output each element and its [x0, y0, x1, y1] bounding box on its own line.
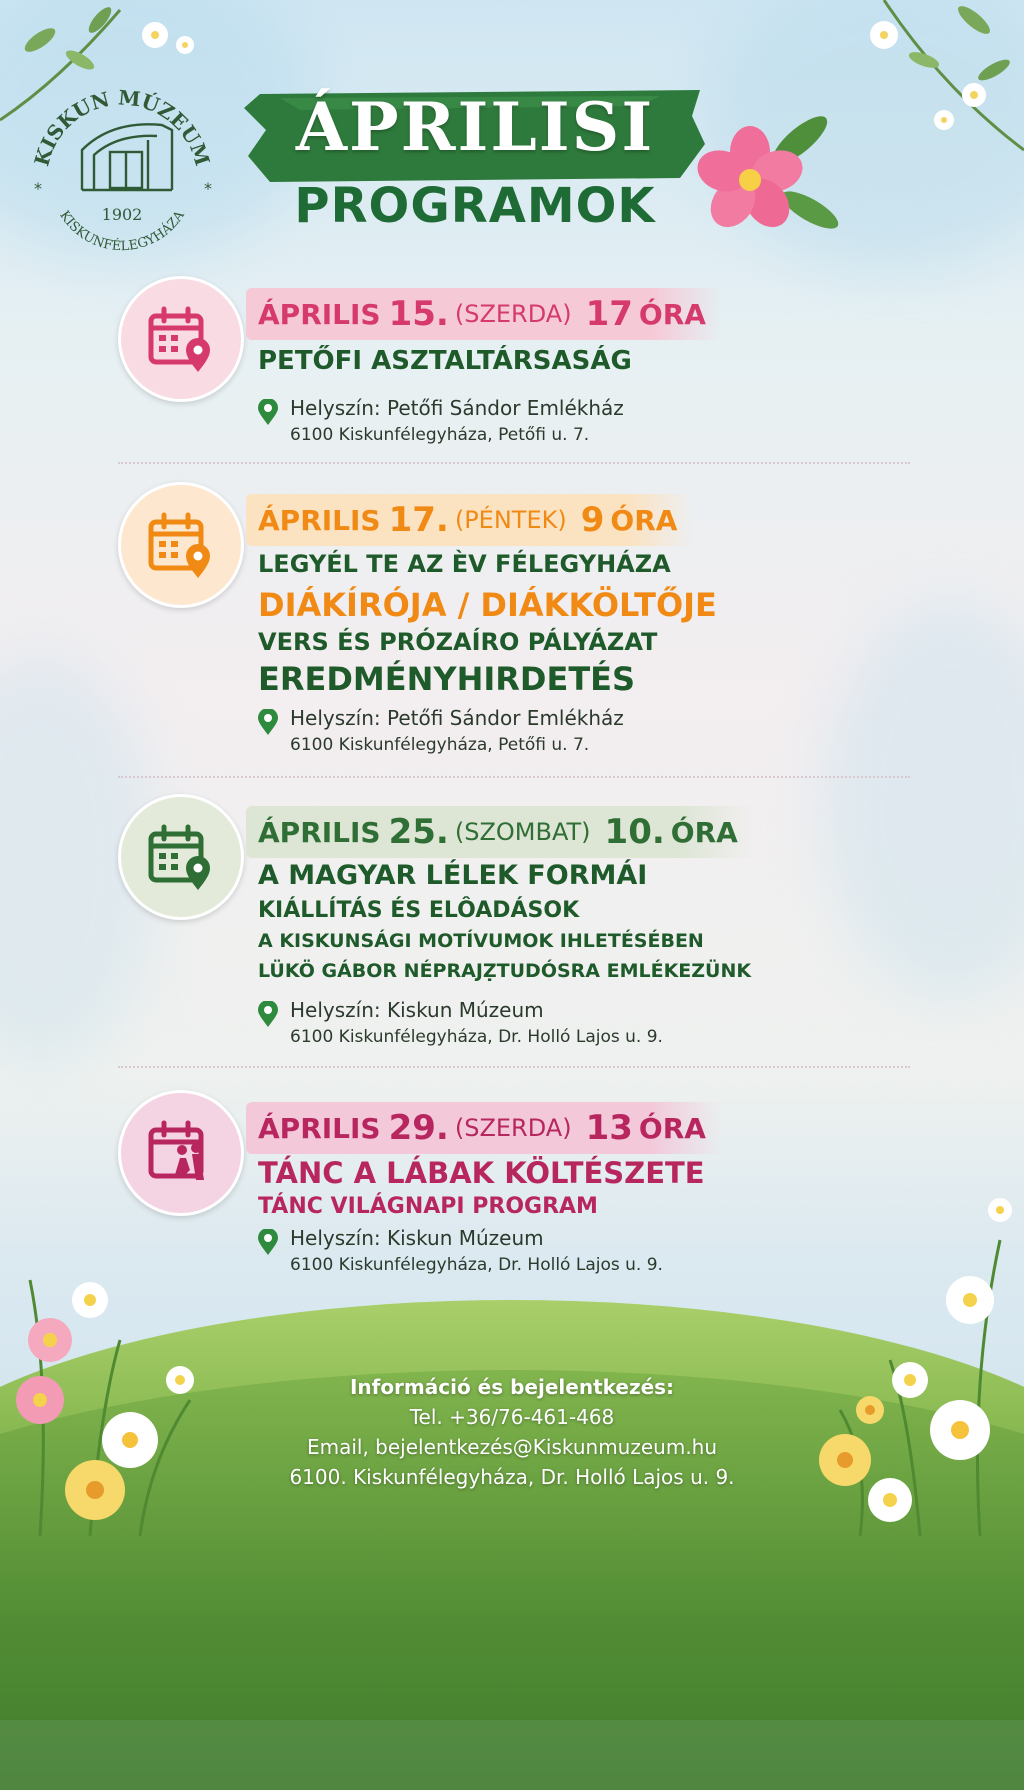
location-pin-icon	[258, 1001, 278, 1027]
footer-address: 6100. Kiskunfélegyháza, Dr. Holló Lajos u. 9.	[289, 1465, 735, 1489]
event-hour-unit: ÓRA	[670, 815, 738, 849]
event-date-bar	[246, 288, 722, 340]
event-date-bar	[246, 494, 693, 546]
location-address: 6100 Kiskunfélegyháza, Dr. Holló Lajos u. 9.	[290, 1255, 663, 1275]
location-pin-icon	[258, 399, 278, 425]
event-hour: 13	[585, 1108, 633, 1148]
event-title-line: KIÁLLÍTÁS ÉS ELÔADÁSOK	[258, 898, 580, 923]
event-day: 25.	[388, 812, 449, 852]
svg-text:*: *	[34, 179, 42, 198]
location-name: Helyszín: Petőfi Sándor Emlékház	[290, 706, 624, 730]
event-weekday: (SZERDA)	[454, 1114, 572, 1142]
top-right-foliage	[824, 0, 1024, 200]
footer-email: Email, bejelentkezés@Kiskunmuzeum.hu	[306, 1435, 718, 1459]
footer-heading: Információ és bejelentkezés:	[349, 1375, 675, 1399]
event-card	[118, 800, 918, 1058]
event-icon-circle	[118, 482, 244, 608]
location-name: Helyszín: Kiskun Múzeum	[290, 1226, 544, 1250]
event-month: ÁPRILIS	[258, 297, 381, 331]
event-title-line: EREDMÉNYHIRDETÉS	[258, 660, 636, 698]
location-address: 6100 Kiskunfélegyháza, Dr. Holló Lajos u. 9.	[290, 1027, 663, 1047]
event-icon-circle	[118, 276, 244, 402]
event-title-line: LÜKÖ GÁBOR NÉPRAJẒTUDÓSRA EMLÉKEZÜNK	[258, 960, 752, 982]
event-hour: 9	[580, 500, 605, 540]
event-date-bar	[246, 806, 754, 858]
event-title-line: DIÁKÍRÓJA / DIÁKKÖLTŐJE	[258, 586, 717, 624]
event-divider	[118, 776, 910, 778]
title-line2: PROGRAMOK	[294, 178, 656, 234]
event-hour: 17	[585, 294, 633, 334]
event-title-line: TÁNC VILÁGNAPI PROGRAM	[258, 1194, 598, 1219]
event-hour-unit: ÓRA	[638, 297, 706, 331]
pink-flower-icon	[690, 100, 840, 250]
location-address: 6100 Kiskunfélegyháza, Petőfi u. 7.	[290, 735, 590, 755]
event-title-line: VERS ÉS PRÓZAÍRO PÁLYÁZAT	[258, 628, 658, 656]
logo-arc-text: KISKUN MÚZEUM	[29, 85, 215, 169]
logo-year: 1902	[101, 205, 143, 224]
event-hour: 10.	[604, 812, 665, 852]
calendar-pin-icon	[146, 822, 216, 892]
location-pin-icon	[258, 1229, 278, 1255]
event-card	[118, 282, 918, 456]
event-title-line: TÁNC A LÁBAK KÖLTÉSZETE	[258, 1156, 705, 1190]
location-name: Helyszín: Kiskun Múzeum	[290, 998, 544, 1022]
event-hour-unit: ÓRA	[638, 1111, 706, 1145]
event-day: 17.	[388, 500, 449, 540]
event-weekday: (SZOMBAT)	[454, 818, 591, 846]
svg-text:*: *	[204, 179, 212, 198]
event-title-line: LEGYÉL TE AZ ÈV FÉLEGYHÁZA	[258, 550, 671, 578]
event-card	[118, 1096, 918, 1286]
footer-phone: Tel. +36/76-461-468	[409, 1405, 615, 1429]
event-icon-circle	[118, 794, 244, 920]
event-divider	[118, 1066, 910, 1068]
event-title-line: PETŐFI ASZTALTÁRSASÁG	[258, 346, 632, 376]
event-card	[118, 488, 918, 766]
location-name: Helyszín: Petőfi Sándor Emlékház	[290, 396, 624, 420]
title-line1: ÁPRILISI	[295, 88, 655, 166]
event-date-bar	[246, 1102, 722, 1154]
location-pin-icon	[258, 709, 278, 735]
event-month: ÁPRILIS	[258, 815, 381, 849]
location-address: 6100 Kiskunfélegyháza, Petőfi u. 7.	[290, 425, 590, 445]
event-weekday: (SZERDA)	[454, 300, 572, 328]
event-month: ÁPRILIS	[258, 1111, 381, 1145]
calendar-pin-icon	[146, 304, 216, 374]
calendar-pin-icon	[146, 510, 216, 580]
event-month: ÁPRILIS	[258, 503, 381, 537]
event-title-line: A MAGYAR LÉLEK FORMÁI	[258, 860, 648, 891]
museum-logo	[22, 70, 222, 270]
event-title-line: A KISKUNSÁGI MOTÍVUMOK IHLETÉSÉBEN	[258, 930, 704, 952]
event-divider	[118, 462, 910, 464]
event-day: 15.	[388, 294, 449, 334]
event-weekday: (PÉNTEK)	[454, 506, 567, 534]
logo-city-text: KISKUNFÉLEGYHÁZA	[56, 208, 188, 255]
event-day: 29.	[388, 1108, 449, 1148]
event-hour-unit: ÓRA	[610, 503, 678, 537]
contact-info	[0, 1372, 1024, 1492]
